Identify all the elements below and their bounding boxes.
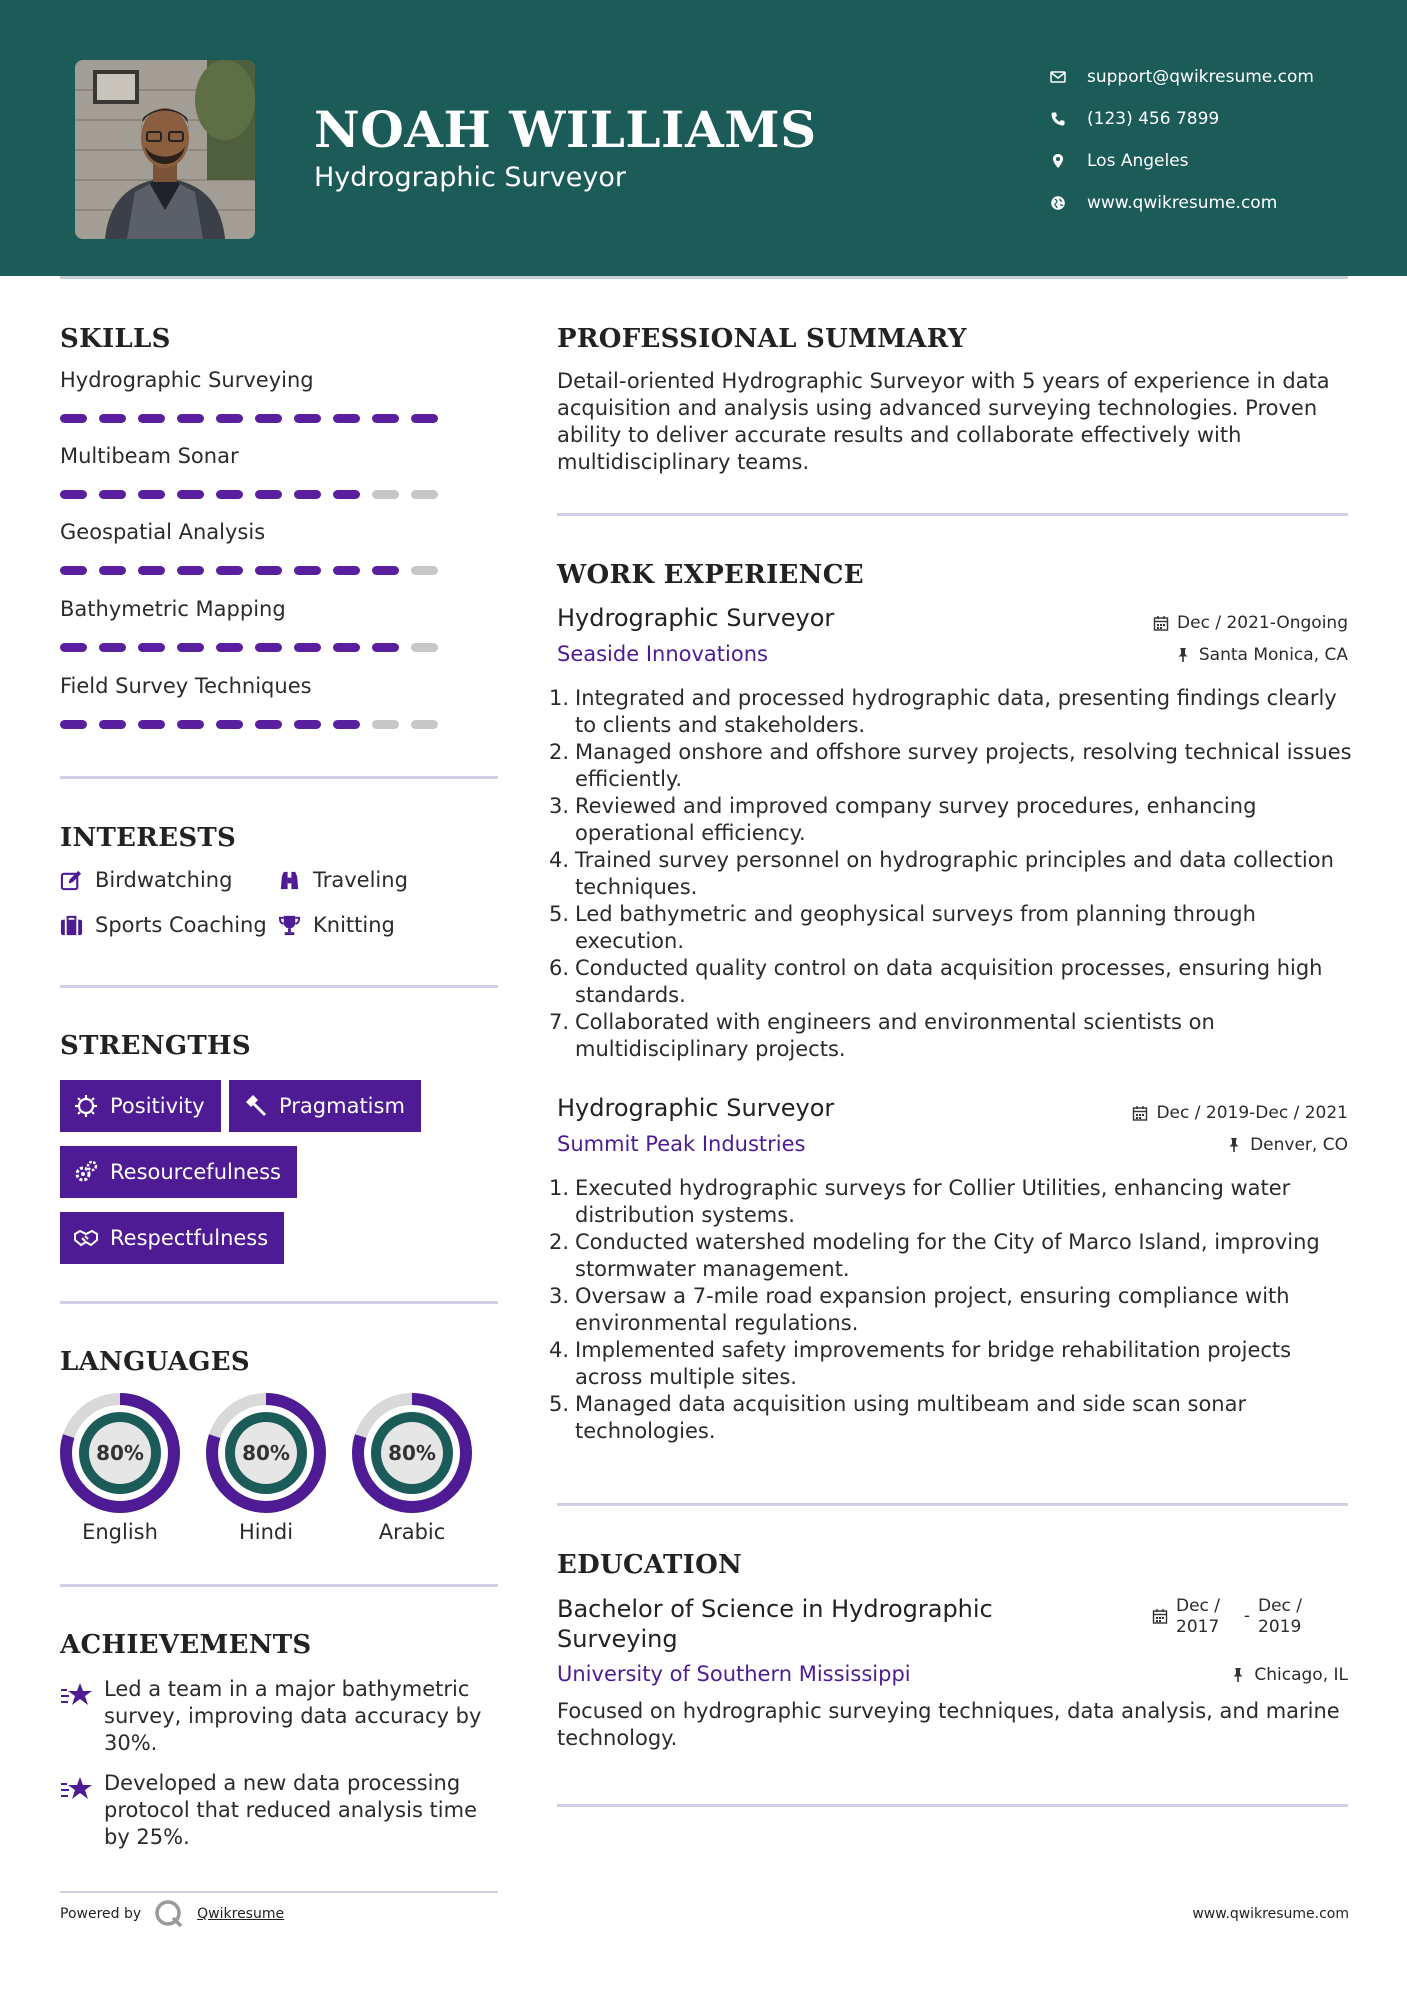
skill-dot-filled [333, 566, 360, 575]
pushpin-icon [1175, 647, 1191, 663]
language-ring [351, 1392, 473, 1514]
job-location [1175, 645, 1348, 665]
interest-item [60, 868, 232, 892]
skill-item [60, 444, 460, 499]
strengths-heading: STRENGTHS [60, 1031, 251, 1061]
skill-dot-filled [372, 643, 399, 652]
skill-level-bar [60, 414, 460, 423]
education-end: Dec / 2019 [1258, 1596, 1303, 1637]
contact-email[interactable] [1050, 56, 1314, 98]
skill-dot-filled [99, 720, 126, 729]
contact-location-text: Los Angeles [1087, 151, 1189, 171]
skill-name: Bathymetric Mapping [60, 597, 286, 621]
contact-location [1050, 140, 1314, 182]
candidate-name: NOAH WILLIAMS [314, 100, 817, 159]
interest-item [278, 868, 408, 892]
phone-icon [1050, 111, 1087, 127]
interests-heading: INTERESTS [60, 823, 237, 853]
interest-label: Knitting [313, 913, 395, 937]
skill-dot-empty [411, 643, 438, 652]
strength-badge [60, 1080, 221, 1132]
skill-dot-empty [411, 566, 438, 575]
trophy-icon [278, 914, 301, 937]
job-dates [1132, 1103, 1348, 1123]
job-location [1226, 1135, 1348, 1155]
date-separator: - [1243, 1606, 1251, 1626]
language-percent: 80% [242, 1441, 290, 1465]
education-dates [1152, 1596, 1318, 1638]
binoculars-icon [278, 869, 301, 892]
section-divider [60, 776, 498, 779]
job-title: Hydrographic Surveyor [557, 604, 835, 632]
job-bullets [549, 1175, 1352, 1445]
job-bullet [549, 793, 1352, 847]
skill-item [60, 597, 460, 652]
degree-title: Bachelor of Science in Hydrographic Surveying [557, 1595, 993, 1653]
bullet-text: Implemented safety improvements for bridge rehabilitation projects across multiple sites. [575, 1338, 1292, 1389]
calendar-icon [1132, 1105, 1148, 1121]
job-bullet [549, 1009, 1352, 1063]
skill-dot-filled [255, 720, 282, 729]
skill-dot-filled [60, 720, 87, 729]
calendar-icon [1153, 615, 1169, 631]
skill-dot-filled [255, 490, 282, 499]
section-divider [60, 1301, 498, 1304]
skill-dot-filled [216, 414, 243, 423]
star-medal-icon [60, 1774, 94, 1802]
experience-heading: WORK EXPERIENCE [557, 560, 864, 590]
bullet-text: Managed onshore and offshore survey projects, resolving technical issues efficiently. [575, 740, 1352, 791]
strength-label: Respectfulness [110, 1226, 269, 1250]
skill-dot-filled [99, 566, 126, 575]
bullet-text: Oversaw a 7-mile road expansion project, ensuring compliance with environmental regulations. [575, 1284, 1290, 1335]
skill-dot-filled [333, 490, 360, 499]
skill-level-bar [60, 566, 460, 575]
contact-email-text: support@qwikresume.com [1087, 67, 1314, 87]
education-location-text: Chicago, IL [1254, 1665, 1348, 1685]
bullet-number: 3. [549, 1284, 570, 1308]
resume-header [0, 0, 1407, 276]
bullet-number: 5. [549, 1392, 570, 1416]
bullet-text: Executed hydrographic surveys for Collier Utilities, enhancing water distribution systems. [575, 1176, 1291, 1227]
bullet-text: Led bathymetric and geophysical surveys from planning through execution. [575, 902, 1256, 953]
skill-dot-filled [216, 720, 243, 729]
interest-label: Birdwatching [95, 868, 233, 892]
skill-item [60, 520, 460, 575]
skill-dot-filled [177, 490, 204, 499]
globe-icon [1050, 195, 1087, 211]
skill-dot-filled [138, 643, 165, 652]
skill-dot-filled [138, 566, 165, 575]
sun-icon [74, 1094, 98, 1118]
strength-label: Positivity [110, 1094, 205, 1118]
bullet-number: 2. [549, 740, 570, 764]
handshake-icon [74, 1226, 98, 1250]
bullet-text: Reviewed and improved company survey procedures, enhancing operational efficiency. [575, 794, 1257, 845]
language-name: English [82, 1520, 158, 1544]
skill-level-bar [60, 720, 460, 729]
bullet-text: Conducted watershed modeling for the City of Marco Island, improving stormwater management. [575, 1230, 1320, 1281]
skill-level-bar [60, 490, 460, 499]
skill-dot-filled [255, 414, 282, 423]
skill-dot-filled [333, 720, 360, 729]
interest-item [60, 913, 267, 937]
language-name: Hindi [238, 1520, 294, 1544]
skill-dot-filled [294, 720, 321, 729]
skill-dot-empty [372, 720, 399, 729]
skill-name: Hydrographic Surveying [60, 368, 314, 392]
skill-level-bar [60, 643, 460, 652]
achievements-heading: ACHIEVEMENTS [60, 1630, 312, 1660]
skill-dot-filled [99, 490, 126, 499]
skill-dot-empty [372, 490, 399, 499]
contact-phone[interactable] [1050, 98, 1314, 140]
skill-dot-filled [60, 566, 87, 575]
skill-name: Geospatial Analysis [60, 520, 266, 544]
skill-dot-empty [411, 490, 438, 499]
company-name: Summit Peak Industries [557, 1132, 806, 1156]
language-percent: 80% [388, 1441, 436, 1465]
bullet-number: 2. [549, 1230, 570, 1254]
star-medal-icon [60, 1680, 94, 1708]
pencil-square-icon [60, 869, 83, 892]
section-divider [60, 985, 498, 988]
envelope-icon [1050, 69, 1087, 85]
language-percent: 80% [96, 1441, 144, 1465]
skill-dot-filled [372, 566, 399, 575]
bullet-text: Trained survey personnel on hydrographic principles and data collection techniques. [575, 848, 1334, 899]
skill-dot-filled [294, 566, 321, 575]
skill-dot-filled [294, 414, 321, 423]
job-bullet [549, 1229, 1352, 1283]
summary-text: Detail-oriented Hydrographic Surveyor with 5 years of experience in data acquisition and analysis using advanced surveying technologies. Proven ability to deliver accurate results and collaborate effectively with multidisciplinary teams. [557, 369, 1330, 474]
education-location [1230, 1665, 1348, 1685]
skill-dot-filled [294, 490, 321, 499]
job-bullet [549, 1337, 1352, 1391]
achievement-text: Led a team in a major bathymetric survey, improving data accuracy by 30%. [104, 1677, 482, 1755]
achievement-text: Developed a new data processing protocol that reduced analysis time by 25%. [104, 1771, 478, 1849]
bullet-number: 1. [549, 1176, 570, 1200]
briefcase-icon [60, 914, 83, 937]
job-location-text: Santa Monica, CA [1198, 645, 1348, 665]
job-title: Hydrographic Surveyor [557, 1094, 835, 1122]
calendar-icon [1152, 1608, 1168, 1624]
contact-list [1050, 56, 1314, 224]
skill-dot-filled [177, 566, 204, 575]
job-bullet [549, 1175, 1352, 1229]
strength-badge [60, 1212, 284, 1264]
skill-dot-filled [372, 414, 399, 423]
education-start: Dec / 2017 [1176, 1596, 1221, 1637]
candidate-role: Hydrographic Surveyor [314, 162, 626, 193]
skill-name: Multibeam Sonar [60, 444, 239, 468]
strength-badge [229, 1080, 421, 1132]
achievement-item [60, 1770, 490, 1851]
bullet-text: Managed data acquisition using multibeam and side scan sonar technologies. [575, 1392, 1247, 1443]
job-bullets [549, 685, 1352, 1063]
bullet-number: 1. [549, 686, 570, 710]
skill-dot-filled [138, 720, 165, 729]
section-divider [60, 1584, 498, 1587]
bullet-number: 6. [549, 956, 570, 980]
skill-dot-filled [99, 643, 126, 652]
section-divider [557, 1503, 1348, 1506]
bullet-number: 5. [549, 902, 570, 926]
skill-dot-filled [177, 643, 204, 652]
header-divider [60, 276, 1348, 279]
bullet-text: Collaborated with engineers and environmental scientists on multidisciplinary projects. [575, 1010, 1215, 1061]
job-dates-text: Dec / 2019-Dec / 2021 [1156, 1103, 1348, 1123]
achievement-item [60, 1676, 490, 1757]
bullet-number: 4. [549, 1338, 570, 1362]
bullet-number: 4. [549, 848, 570, 872]
skill-dot-filled [216, 566, 243, 575]
qwikresume-logo-icon [153, 1898, 185, 1930]
job-bullet [549, 901, 1352, 955]
skill-dot-filled [177, 720, 204, 729]
skill-dot-filled [60, 643, 87, 652]
contact-website-text: www.qwikresume.com [1087, 193, 1278, 213]
section-divider [557, 513, 1348, 516]
gears-icon [74, 1160, 98, 1184]
job-bullet [549, 1283, 1352, 1337]
language-item [350, 1392, 474, 1544]
skill-item [60, 674, 460, 729]
job-bullet [549, 955, 1352, 1009]
job-bullet [549, 739, 1352, 793]
contact-website[interactable] [1050, 182, 1314, 224]
skill-item [60, 368, 460, 423]
powered-by [60, 1898, 284, 1930]
interest-label: Traveling [313, 868, 408, 892]
interest-item [278, 913, 395, 937]
skill-dot-filled [138, 414, 165, 423]
job-bullet [549, 847, 1352, 901]
language-name: Arabic [378, 1520, 446, 1544]
job-location-text: Denver, CO [1250, 1135, 1348, 1155]
skill-dot-filled [255, 643, 282, 652]
skill-dot-filled [138, 490, 165, 499]
bullet-text: Conducted quality control on data acquisition processes, ensuring high standards. [575, 956, 1323, 1007]
education-description: Focused on hydrographic surveying techniques, data analysis, and marine technology. [557, 1699, 1340, 1750]
language-item [204, 1392, 328, 1544]
strength-badge [60, 1146, 297, 1198]
skill-dot-filled [177, 414, 204, 423]
pushpin-icon [1226, 1137, 1242, 1153]
skill-dot-filled [411, 414, 438, 423]
bullet-number: 3. [549, 794, 570, 818]
job-bullet [549, 685, 1352, 739]
strength-label: Pragmatism [279, 1094, 405, 1118]
strength-label: Resourcefulness [110, 1160, 281, 1184]
education-heading: EDUCATION [557, 1550, 743, 1580]
footer-website[interactable]: www.qwikresume.com [1192, 1906, 1349, 1922]
skill-dot-filled [216, 490, 243, 499]
skill-dot-filled [333, 643, 360, 652]
location-pin-icon [1050, 153, 1087, 169]
job-bullet [549, 1391, 1352, 1445]
bullet-text: Integrated and processed hydrographic data, presenting findings clearly to clients and stakeholders. [575, 686, 1337, 737]
contact-phone-text: (123) 456 7899 [1087, 109, 1220, 129]
skill-dot-filled [99, 414, 126, 423]
summary-heading: PROFESSIONAL SUMMARY [557, 324, 967, 354]
pushpin-icon [1230, 1667, 1246, 1683]
skills-heading: SKILLS [60, 324, 171, 354]
skill-dot-filled [333, 414, 360, 423]
company-name: Seaside Innovations [557, 642, 768, 666]
qwikresume-link[interactable]: Qwikresume [197, 1906, 285, 1922]
skill-dot-filled [60, 490, 87, 499]
language-ring [59, 1392, 181, 1514]
section-divider [60, 1891, 498, 1893]
powered-by-text: Powered by [60, 1906, 142, 1922]
skill-name: Field Survey Techniques [60, 674, 312, 698]
profile-photo [75, 60, 255, 239]
job-dates [1153, 613, 1348, 633]
section-divider [557, 1804, 1348, 1807]
hammer-icon [243, 1094, 267, 1118]
skill-dot-filled [216, 643, 243, 652]
school-name: University of Southern Mississippi [557, 1662, 911, 1686]
skill-dot-filled [255, 566, 282, 575]
language-item [58, 1392, 182, 1544]
interest-label: Sports Coaching [95, 913, 267, 937]
skill-dot-filled [60, 414, 87, 423]
language-ring [205, 1392, 327, 1514]
skill-dot-empty [411, 720, 438, 729]
languages-heading: LANGUAGES [60, 1347, 250, 1377]
job-dates-text: Dec / 2021-Ongoing [1177, 613, 1348, 633]
bullet-number: 7. [549, 1010, 570, 1034]
skill-dot-filled [294, 643, 321, 652]
